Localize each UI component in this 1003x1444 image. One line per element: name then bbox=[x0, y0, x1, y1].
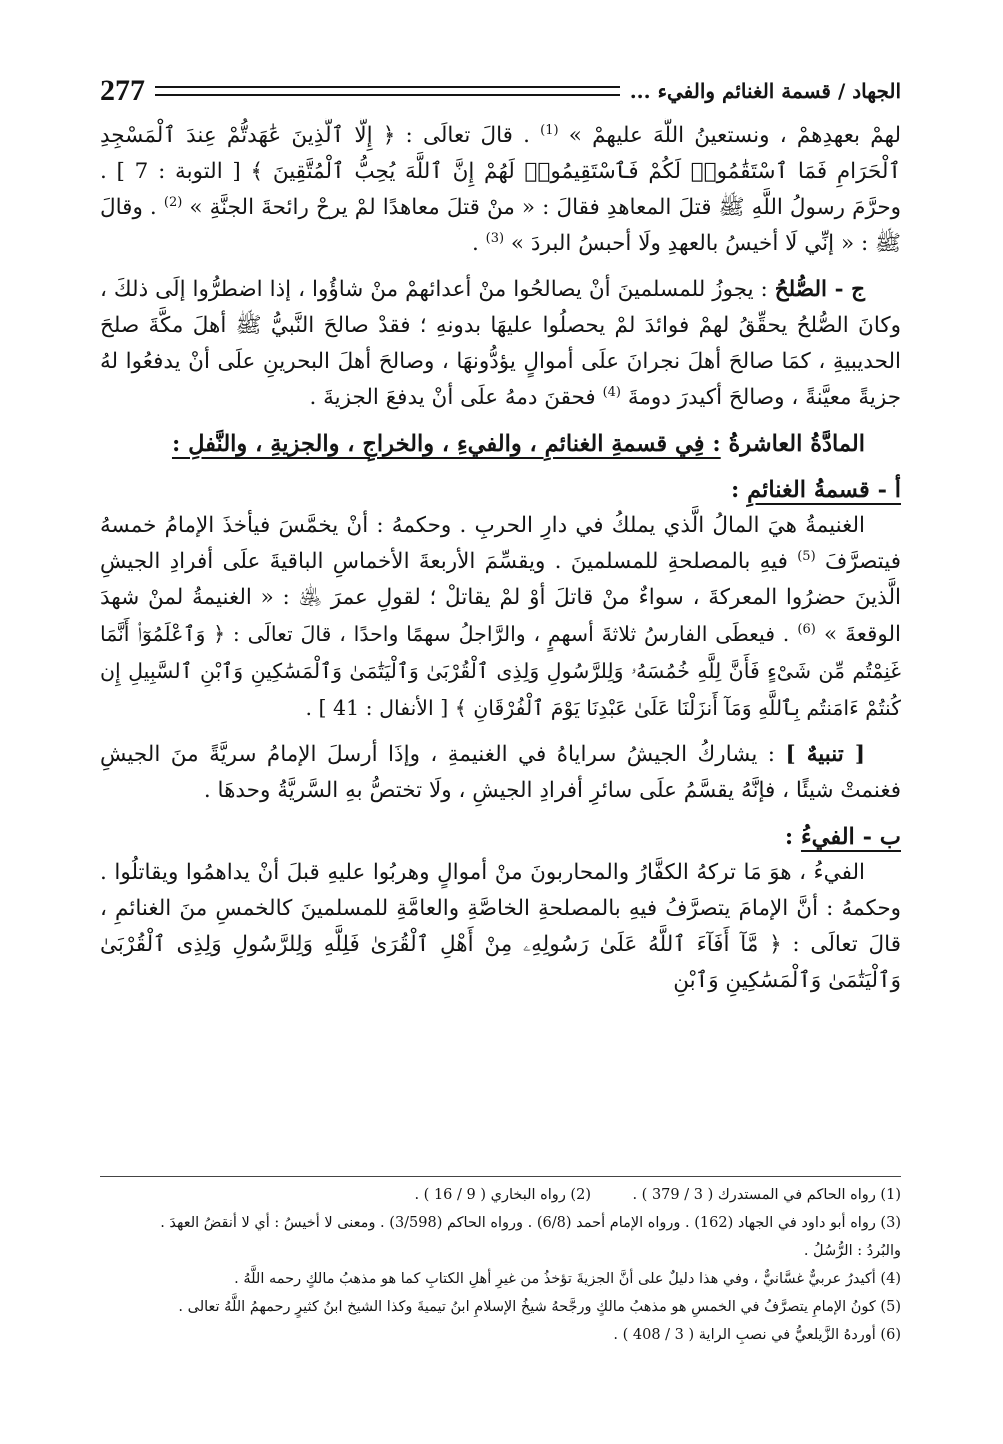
footnote-ref-5: (5) bbox=[797, 548, 816, 564]
article-10-label: المادَّةُ العاشرةُ bbox=[728, 431, 865, 457]
footnote-6: (6) أوردهُ الزَّيلعيُّ في نصبِ الراية ( 3 / 408 ) . bbox=[613, 1327, 901, 1343]
section-b-label: ب - الفيءُ bbox=[800, 824, 901, 850]
paragraph-sulh: ج - الصُّلحُ : يجوزُ للمسلمينَ أنْ يصالحُوا منْ أعدائهمْ منْ شاؤُوا ، إذا اضطرُّوا إلَى ذلكَ ، وكانَ الصُّلحُ يحقِّقُ لهمْ فوائدَ لمْ يحصلُوا عليهَا بدونهِ ؛ فقدْ صالحَ النَّبيُّ ﷺ أهلَ مكَّةَ صلحَ الحديبيةِ ، كمَا صالحَ أهلَ نجرانَ علَى أموالٍ يؤدُّونهَا ، وصالحَ أهلَ البحرينِ علَى أنْ يدفعُوا لهُ جزيةً معيَّنةً ، وصالحَ أكيدرَ دومةَ $^{(4)}$ فحقنَ دمهُ علَى أنْ يدفعَ الجزيةَ . bbox=[100, 277, 901, 410]
footnote-2: (2) رواه البخاري ( 9 / 16 ) . bbox=[414, 1187, 591, 1203]
footnote-1: (1) رواه الحاكم في المستدرك ( 3 / 379 ) . bbox=[632, 1187, 901, 1203]
term-sulh: ج - الصُّلحُ bbox=[774, 277, 866, 302]
article-10-heading bbox=[100, 426, 901, 462]
header-title: الجهاد / قسمة الغنائم والفيء ... bbox=[629, 79, 901, 103]
paragraph-fay: الفيءُ ، هوَ مَا تركهُ الكفَّارُ والمحاربونَ منْ أموالٍ وهربُوا عليهِ قبلَ أنْ يداهمُوا ويقاتلُوا . وحكمهُ : أنَّ الإمامَ يتصرَّفُ فيهِ بالمصلحةِ الخاصَّةِ والعامَّةِ للمسلمينَ كالخمسِ منَ الغنائمِ ، قالَ تعالَى : ﴿ مَّآ أَفَآءَ ٱللَّهُ عَلَىٰ رَسُولِهِۦ مِنْ أَهْلِ ٱلْقُرَىٰ فَلِلَّهِ وَلِلرَّسُولِ وَلِذِى ٱلْقُرْبَىٰ وَٱلْيَتَٰمَىٰ وَٱلْمَسَٰكِينِ وَٱبْنِ bbox=[100, 860, 901, 993]
footnote-ref-6: (6) bbox=[797, 621, 816, 637]
section-b-heading: ب - الفيءُ : bbox=[784, 824, 901, 850]
footnote-3-continued: والبُردُ : الرُّسُلُ . bbox=[803, 1243, 901, 1259]
paragraph-note: [ تنبيهٌ ] : يشاركُ الجيشُ سراياهُ في الغنيمةِ ، وإذَا أرسلَ الإمامُ سريَّةً منَ الجيشِ فغنمتْ شيئًا ، فإنَّهُ يقسَّمُ علَى سائرِ أفرادِ الجيشِ ، ولَا تختصُّ بهِ السَّريَّةُ وحدهَا . bbox=[100, 742, 901, 803]
footnote-row-1-2 bbox=[100, 1181, 901, 1209]
main-text bbox=[100, 118, 901, 1158]
footnote-4: (4) أكيدرُ عربيٌّ غسَّانيٌّ ، وفي هذا دليلٌ على أنَّ الجزيةَ تؤخذُ من غيرِ أهلِ الكتابِ كما هو مذهبُ مالكٍ رحمه اللَّهُ . bbox=[234, 1271, 901, 1287]
page-number: 277 bbox=[100, 74, 145, 107]
paragraph-ghanima: الغنيمةُ هيَ المالُ الَّذي يملكُ في دارِ الحربِ . وحكمهُ : أنْ يخمَّسَ فيأخذَ الإمامُ خمسهُ فيتصرَّفَ $^{(5)}$ فيهِ بالمصلحةِ للمسلمينَ . ويقسِّمَ الأربعةَ الأخماسِ الباقيةَ علَى أفرادِ الجيشِ الَّذينَ حضرُوا المعركةَ ، سواءٌ منْ قاتلَ أوْ لمْ يقاتلْ ؛ لقولِ عمرَ ﵁ : « الغنيمةُ لمنْ شهدَ الوقعةَ » $^{(6)}$ . فيعطَى الفارسُ ثلاثةَ أسهمٍ ، والرَّاجلُ سهمًا واحدًا ، قالَ تعالَى : ﴿ وَٱعْلَمُوٓا۟ أَنَّمَا غَنِمْتُم مِّن شَىْءٍ فَأَنَّ لِلَّهِ خُمُسَهُۥ وَلِلرَّسُولِ وَلِذِى ٱلْقُرْبَىٰ وَٱلْيَتَٰمَىٰ وَٱلْمَسَٰكِينِ وَٱبْنِ ٱلسَّبِيلِ إِن كُنتُمْ ءَامَنتُم بِٱللَّهِ وَمَآ أَنزَلْنَا عَلَىٰ عَبْدِنَا يَوْمَ ٱلْفُرْقَانِ ﴾ [ الأنفال : 41 ] . bbox=[100, 513, 901, 720]
footnote-ref-3: (3) bbox=[485, 230, 505, 246]
footnote-5: (5) كونُ الإمامِ يتصرَّفُ في الخمسِ هو مذهبُ مالكٍ ورجَّحهُ شيخُ الإسلامِ ابنُ تيميةَ وكذا الشيخ ابنُ كثيرٍ رحمهمُ اللَّهُ تعالى . bbox=[178, 1299, 901, 1315]
footnote-3: (3) رواه أبو داود في الجهاد (162) . ورواه الإمام أحمد (6/8) . ورواه الحاكم (3/598) . ومعنى لا أخيسُ : أي لا أنقضُ العهدَ . bbox=[160, 1215, 901, 1231]
footnote-ref-2: (2) bbox=[163, 194, 183, 210]
article-10-title: : فِي قسمةِ الغنائمِ ، والفيءِ ، والخراجِ ، والجزيةِ ، والنَّفلِ : bbox=[171, 431, 721, 457]
paragraph-treaty: لهمْ بعهدِهمْ ، ونستعينُ اللَّهَ عليهمْ » $^{(1)}$ . قالَ تعالَى : ﴿ إِلَّا ٱلَّذِينَ عَٰهَدتُّمْ عِندَ ٱلْمَسْجِدِ ٱلْحَرَامِ فَمَا ٱسْتَقَٰمُوا۟ لَكُمْ فَٱسْتَقِيمُوا۟ لَهُمْ إِنَّ ٱللَّهَ يُحِبُّ ٱلْمُتَّقِينَ ﴾ [ التوبة : 7 ] . وحرَّمَ رسولُ اللَّهِ ﷺ قتلَ المعاهدِ فقالَ : « منْ قتلَ معاهدًا لمْ يرحْ رائحةَ الجنَّةِ » $^{(2)}$ . وقالَ ﷺ : « إنِّي لَا أخيسُ بالعهدِ ولَا أحبسُ البردَ » $^{(3)}$ . bbox=[100, 122, 901, 256]
running-header bbox=[100, 74, 901, 108]
section-a-heading: أ - قسمةُ الغنائمِ : bbox=[731, 477, 901, 503]
footnote-ref-1: (1) bbox=[540, 122, 559, 138]
section-a-label: أ - قسمةُ الغنائمِ bbox=[747, 477, 901, 503]
footnote-ref-4: (4) bbox=[602, 384, 621, 400]
header-rule bbox=[155, 86, 620, 96]
note-label: [ تنبيهٌ ] bbox=[785, 742, 865, 767]
footnotes bbox=[100, 1176, 901, 1349]
